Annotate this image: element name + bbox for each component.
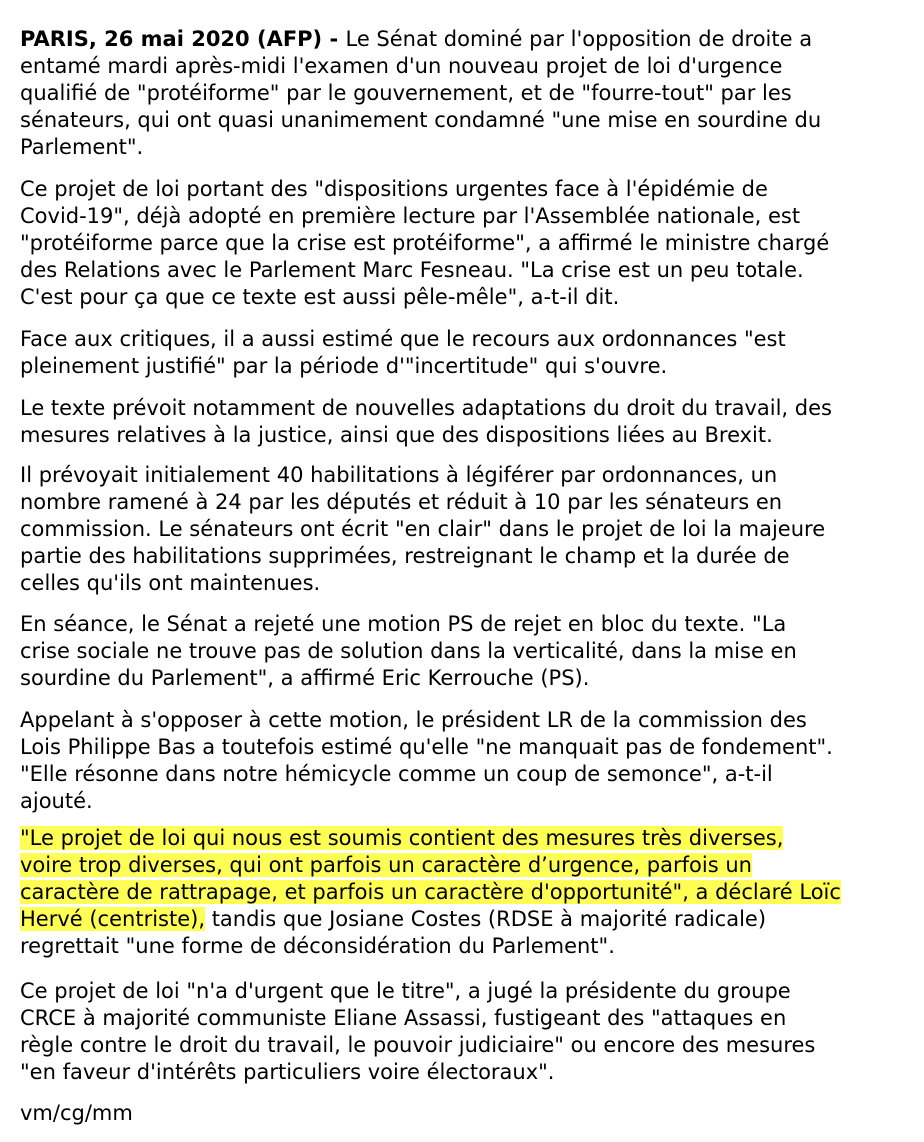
text-line: règle contre le droit du travail, le pouvoir judiciaire" ou encore des mesures (20, 1033, 816, 1057)
text-line: mesures relatives à la justice, ainsi que des dispositions liées au Brexit. (20, 423, 773, 447)
text-line (20, 879, 904, 906)
text-line: celles qu'ils ont maintenues. (20, 571, 321, 595)
text-line: Il prévoyait initialement 40 habilitations à légiférer par ordonnances, un (20, 463, 778, 487)
text-line: partie des habilitations supprimées, restreignant le champ et la durée de (20, 544, 790, 568)
text-span: tandis que Josiane Costes (RDSE à majorité radicale) (205, 907, 767, 931)
text-line (20, 825, 904, 852)
text-line: sourdine du Parlement", a affirmé Eric Kerrouche (PS). (20, 666, 590, 690)
text-line: des Relations avec le Parlement Marc Fesneau. "La crise est un peu totale. (20, 258, 804, 282)
paragraph-lead (20, 26, 904, 161)
text-line: En séance, le Sénat a rejeté une motion PS de rejet en bloc du texte. "La (20, 612, 787, 636)
text-line: Parlement". (20, 135, 144, 159)
text-line: Ce projet de loi portant des "dispositions urgentes face à l'épidémie de (20, 177, 768, 201)
highlighted-text: caractère de rattrapage, et parfois un caractère d'opportunité", a déclaré Loïc (20, 880, 841, 904)
text-line: Face aux critiques, il a aussi estimé que le recours aux ordonnances "est (20, 327, 786, 351)
dateline: PARIS, 26 mai 2020 (AFP) - (20, 27, 346, 51)
text-line: Le Sénat dominé par l'opposition de droite a (345, 27, 813, 51)
paragraph (20, 462, 904, 597)
paragraph (20, 176, 904, 311)
text-line: Ce projet de loi "n'a d'urgent que le titre", a jugé la présidente du groupe (20, 979, 791, 1003)
text-line: Le texte prévoit notamment de nouvelles adaptations du droit du travail, des (20, 396, 832, 420)
text-line: Covid-19", déjà adopté en première lecture par l'Assemblée nationale, est (20, 204, 801, 228)
text-line (20, 906, 904, 933)
paragraph-with-highlight (20, 825, 904, 960)
paragraph (20, 611, 904, 692)
highlighted-text: voire trop diverses, qui ont parfois un caractère d’urgence, parfois un (20, 853, 752, 877)
text-line: crise sociale ne trouve pas de solution dans la verticalité, dans la mise en (20, 639, 797, 663)
signature (20, 1100, 904, 1127)
text-line: pleinement justifié" par la période d'"incertitude" qui s'ouvre. (20, 354, 668, 378)
text-line: commission. Le sénateurs ont écrit "en clair" dans le projet de loi la majeure (20, 517, 826, 541)
highlighted-text: Hervé (centriste), (20, 907, 206, 931)
text-line: entamé mardi après-midi l'examen d'un nouveau projet de loi d'urgence (20, 54, 783, 78)
text-line: "protéiforme parce que la crise est protéiforme", a affirmé le ministre chargé (20, 231, 830, 255)
text-line (20, 852, 904, 879)
paragraph (20, 707, 904, 815)
text-line: sénateurs, qui ont quasi unanimement condamné "une mise en sourdine du (20, 108, 822, 132)
text-line: "Elle résonne dans notre hémicycle comme un coup de semonce", a-t-il (20, 762, 773, 786)
paragraph (20, 326, 904, 380)
text-line: "en faveur d'intérêts particuliers voire électoraux". (20, 1060, 555, 1084)
highlighted-text: "Le projet de loi qui nous est soumis contient des mesures très diverses, (20, 826, 784, 850)
paragraph (20, 395, 904, 449)
text-line: ajouté. (20, 789, 93, 813)
paragraph (20, 978, 904, 1086)
signature-text: vm/cg/mm (20, 1101, 133, 1125)
text-line: regrettait "une forme de déconsidération du Parlement". (20, 934, 615, 958)
text-line: nombre ramené à 24 par les députés et réduit à 10 par les sénateurs en (20, 490, 783, 514)
text-line: Lois Philippe Bas a toutefois estimé qu'elle "ne manquait pas de fondement". (20, 735, 833, 759)
text-line: CRCE à majorité communiste Eliane Assassi, fustigeant des "attaques en (20, 1006, 787, 1030)
text-line: C'est pour ça que ce texte est aussi pêle-mêle", a-t-il dit. (20, 285, 620, 309)
text-line: Appelant à s'opposer à cette motion, le président LR de la commission des (20, 708, 807, 732)
text-line: qualifié de "protéiforme" par le gouvernement, et de "fourre-tout" par les (20, 81, 792, 105)
lead-first-line (20, 26, 904, 53)
